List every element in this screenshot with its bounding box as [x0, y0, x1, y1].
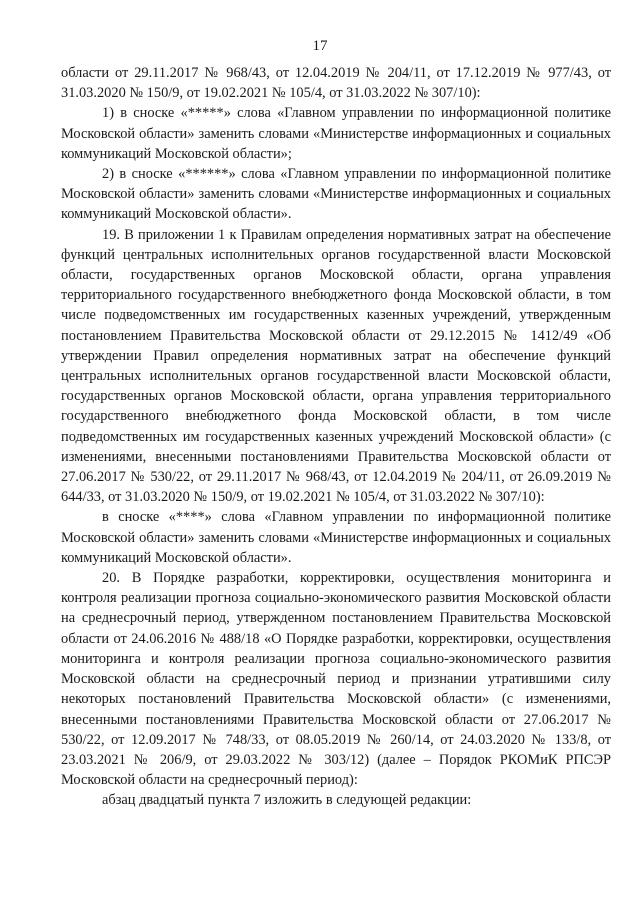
paragraph-item-2: 2) в сноске «******» слова «Главном управлении по информационной политике Московской области» заменить словами «Министерстве информационных и социальных коммуникаций Московской области».	[61, 166, 611, 223]
paragraph-item-1: 1) в сноске «*****» слова «Главном управлении по информационной политике Московской области» заменить словами «Министерстве информационных и социальных коммуникаций Московской области»;	[61, 105, 611, 162]
paragraph-abstract-20: абзац двадцатый пункта 7 изложить в следующей редакции:	[102, 792, 472, 809]
document-body	[61, 63, 611, 811]
paragraph-clause-20: 20. В Порядке разработки, корректировки, осуществления мониторинга и контроля реализации прогноза социально-экономического развития Московской области на среднесрочный период, утвержденном постановлением Правительства Московской области от 24.06.2016 № 488/18 «О Порядке разработки, корректировки, осуществления мониторинга и контроля реализации прогноза социально-экономического развития Московской области на среднесрочный период и признании утратившими силу некоторых постановлений Правительства Московской области» (с изменениями, внесенными постановлениями Правительства Московской области от 27.06.2017 № 530/22, от 12.09.2017 № 748/33, от 08.05.2019 № 260/14, от 24.03.2020 № 133/8, от 23.03.2021 № 206/9, от 29.03.2022 № 303/12) (далее – Порядок РКОМиК РПСЭР Московской области на среднесрочный период):	[61, 570, 611, 789]
paragraph-footnote-change: в сноске «****» слова «Главном управлении по информационной политике Московской области» заменить словами «Министерстве информационных и социальных коммуникаций Московской области».	[61, 509, 611, 566]
paragraph-clause-19: 19. В приложении 1 к Правилам определения нормативных затрат на обеспечение функций центральных исполнительных органов государственной власти Московской области, государственных органов Московской области, органа управления территориального государственного внебюджетного фонда Московской области, в том числе подведомственных им государственных казенных учреждений, утвержденным постановлением Правительства Московской области от 29.12.2015 № 1412/49 «Об утверждении Правил определения нормативных затрат на обеспечение функций центральных исполнительных органов государственной власти Московской области, государственных органов Московской области, органа управления территориального государственного внебюджетного фонда Московской области, в том числе подведомственных им государственных казенных учреждений Московской области» (с изменениями, внесенными постановлениями Правительства Московской области от 27.06.2017 № 530/22, от 29.11.2017 № 968/43, от 12.04.2019 № 204/11, от 26.09.2019 № 644/33, от 31.03.2020 № 150/9, от 19.02.2021 № 105/4, от 31.03.2022 № 307/10):	[61, 226, 611, 506]
page-number: 17	[312, 38, 328, 54]
paragraph-continuation: области от 29.11.2017 № 968/43, от 12.04.2019 № 204/11, от 17.12.2019 № 977/43, от 31.03.2020 № 150/9, от 19.02.2021 № 105/4, от 31.03.2022 № 307/10):	[61, 65, 611, 102]
